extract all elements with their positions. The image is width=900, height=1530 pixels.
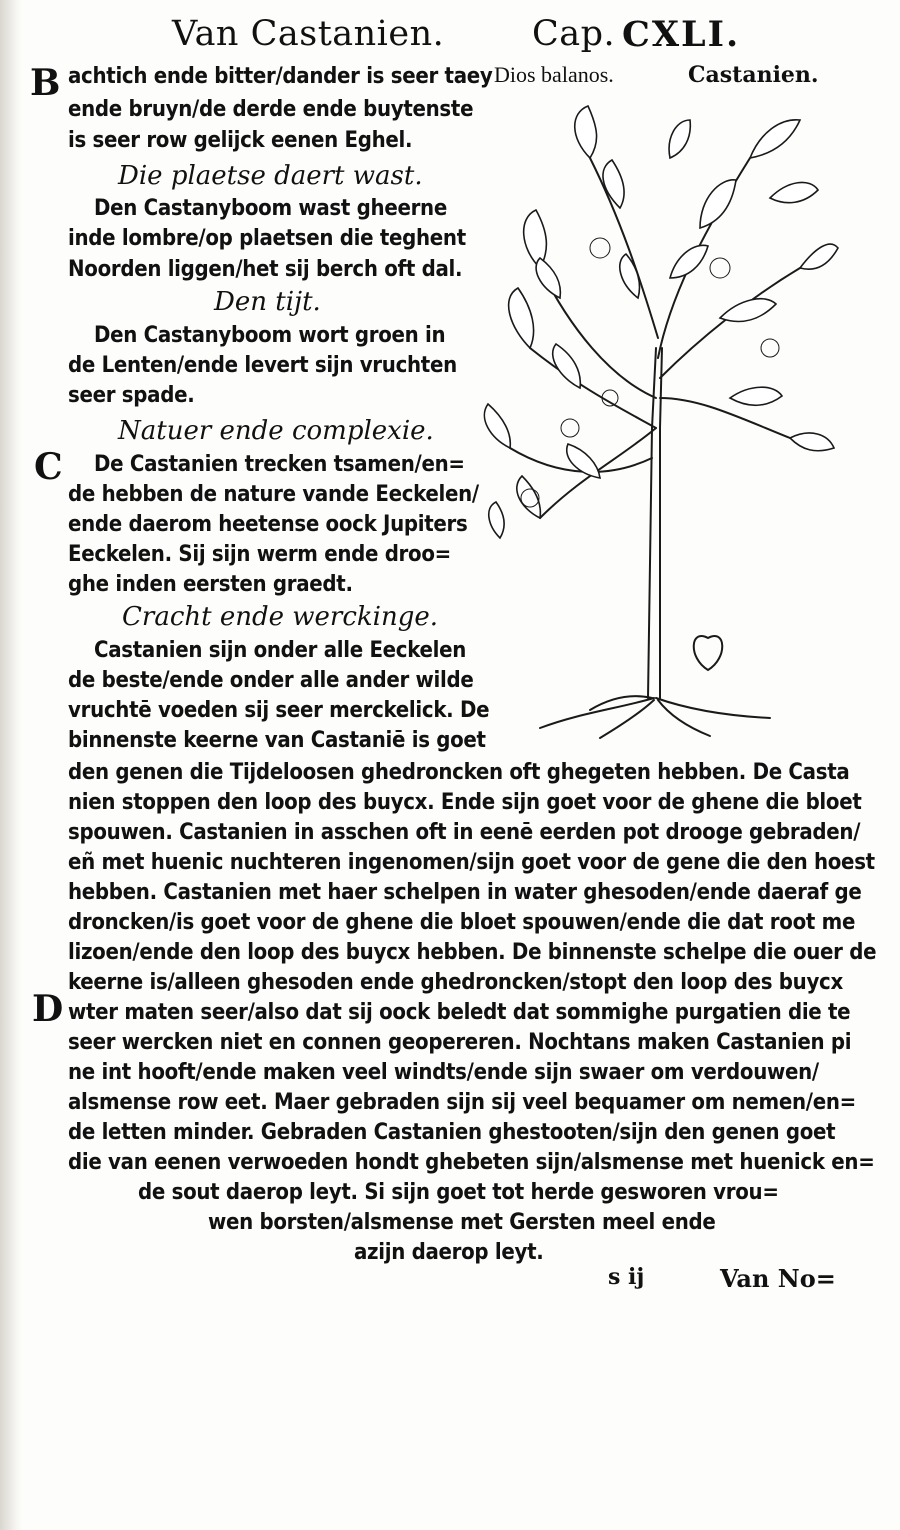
section-heading: Die plaetse daert wast.: [118, 161, 423, 191]
catchword: Van No=: [720, 1264, 836, 1293]
illustration-caption-name: Castanien.: [688, 62, 819, 88]
text-line: ende bruyn/de derde ende buytenste: [68, 97, 474, 122]
page-gutter-shadow: [0, 0, 22, 1530]
text-line: ne int hooft/ende maken veel windts/ende sijn swaer om verdouwen/: [68, 1060, 819, 1085]
text-line: Noorden liggen/het sij berch oft dal.: [68, 257, 463, 282]
section-heading: Den tijt.: [214, 287, 321, 317]
running-head-title: Van Castanien.: [172, 14, 445, 54]
text-line: de Lenten/ende levert sijn vruchten: [68, 353, 457, 378]
text-line: droncken/is goet voor de ghene die bloet spouwen/ende die dat root me: [68, 910, 856, 935]
text-line: die van eenen verwoeden hondt ghebeten sijn/alsmense met huenick en=: [68, 1150, 875, 1175]
text-line: eñ met huenic nuchteren ingenomen/sijn goet voor de gene die den hoest: [68, 850, 875, 875]
text-line: spouwen. Castanien in asschen oft in eenē eerden pot drooge gebraden/: [68, 820, 861, 845]
text-line: lizoen/ende den loop des buycx hebben. De binnenste schelpe die ouer de: [68, 940, 877, 965]
text-line: is seer row gelijck eenen Eghel.: [68, 128, 413, 153]
text-line: Eeckelen. Sij sijn werm ende droo=: [68, 542, 451, 567]
text-line: alsmense row eet. Maer gebraden sijn sij veel bequamer om nemen/en=: [68, 1090, 856, 1115]
margin-letter-b: B: [30, 62, 61, 104]
text-line: azijn daerop leyt.: [354, 1240, 544, 1265]
section-heading: Cracht ende werckinge.: [122, 602, 439, 632]
margin-letter-c: C: [34, 446, 63, 488]
text-line: wter maten seer/also dat sij oock beledt dat sommighe purgatien die te: [68, 1000, 851, 1025]
text-line: hebben. Castanien met haer schelpen in water ghesoden/ende daeraf ge: [68, 880, 862, 905]
text-line: wen borsten/alsmense met Gersten meel ende: [208, 1210, 716, 1235]
text-line: achtich ende bitter/dander is seer taey: [68, 64, 493, 89]
illustration-caption-latin: Dios balanos.: [494, 62, 614, 87]
text-line: seer spade.: [68, 383, 195, 408]
text-line: de sout daerop leyt. Si sijn goet tot herde gesworen vrou=: [138, 1180, 779, 1205]
text-line: keerne is/alleen ghesoden ende ghedroncken/stopt den loop des buycx: [68, 970, 843, 995]
text-line: de beste/ende onder alle ander wilde: [68, 668, 474, 693]
text-line: ende daerom heetense oock Jupiters: [68, 512, 468, 537]
text-line: vruchtē voeden sij seer merckelick. De: [68, 698, 490, 723]
text-line: seer wercken niet en connen geopereren. Nochtans maken Castanien pi: [68, 1030, 852, 1055]
text-line: inde lombre/op plaetsen die teghent: [68, 226, 466, 251]
signature-mark: s ij: [608, 1264, 645, 1290]
text-line: nien stoppen den loop des buycx. Ende sijn goet voor de ghene die bloet: [68, 790, 862, 815]
text-line: Den Castanyboom wast gheerne: [94, 196, 447, 221]
running-head-cap: Cap.: [532, 14, 616, 54]
text-line: de hebben de nature vande Eeckelen/: [68, 482, 479, 507]
text-line: ghe inden eersten graedt.: [68, 572, 353, 597]
text-line: den genen die Tijdeloosen ghedroncken oft ghegeten hebben. De Casta: [68, 760, 850, 785]
text-line: binnenste keerne van Castaniē is goet: [68, 728, 486, 753]
text-line: De Castanien trecken tsamen/en=: [94, 452, 465, 477]
text-line: Den Castanyboom wort groen in: [94, 323, 446, 348]
chestnut-tree-woodcut: [470, 98, 840, 743]
text-line: de letten minder. Gebraden Castanien ghestooten/sijn den genen goet: [68, 1120, 836, 1145]
chapter-number: CXLI.: [622, 14, 741, 55]
text-line: Castanien sijn onder alle Eeckelen: [94, 638, 467, 663]
margin-letter-d: D: [32, 988, 64, 1030]
section-heading: Natuer ende complexie.: [118, 416, 434, 446]
